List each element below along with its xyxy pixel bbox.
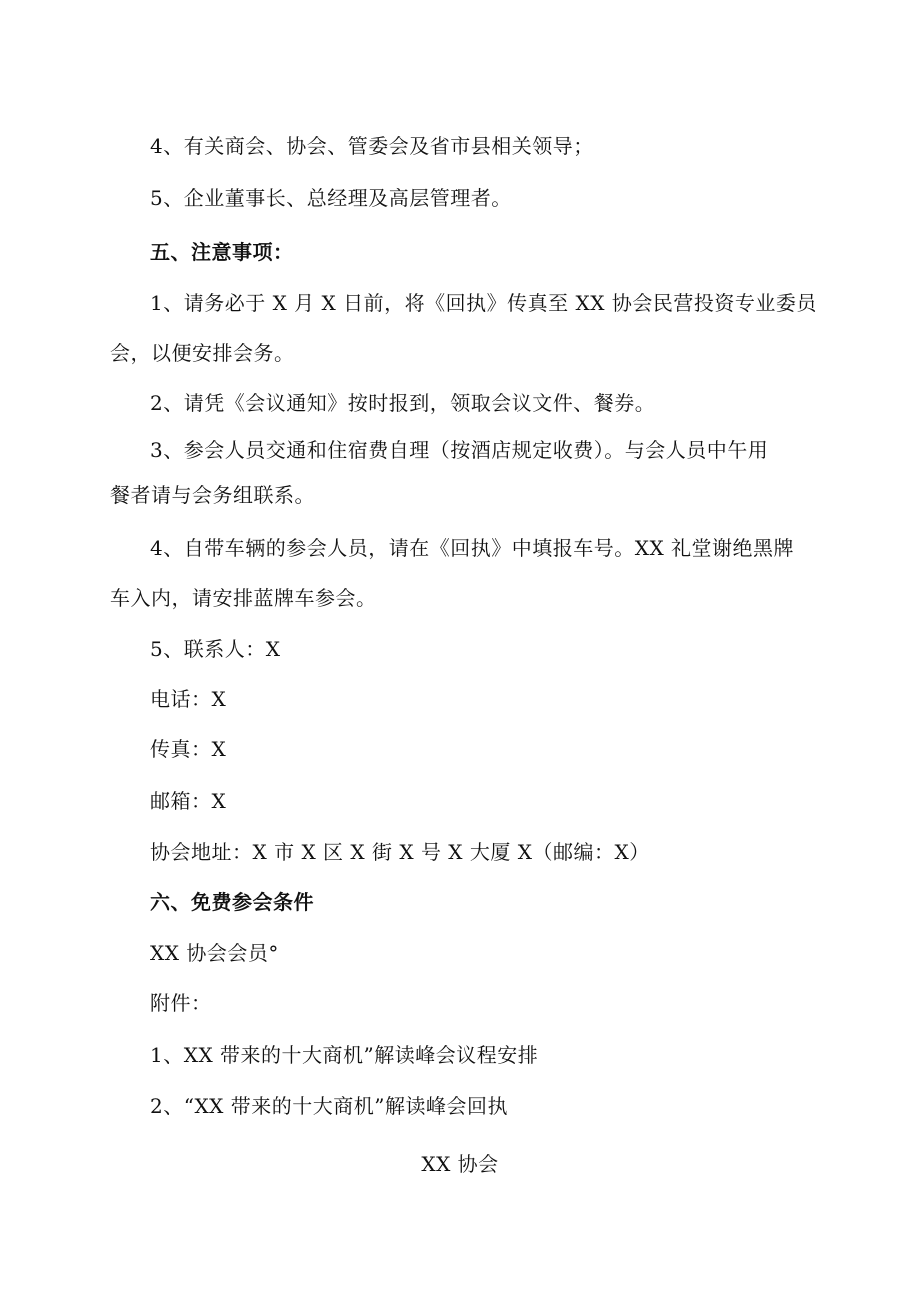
note-1-line-2: 会，以便安排会务。 <box>110 341 295 365</box>
note-3-line-2: 餐者请与会务组联系。 <box>110 483 315 507</box>
section-heading-notes: 五、注意事项： <box>150 240 294 264</box>
association-address: 协会地址：X 市 X 区 X 街 X 号 X 大厦 X（邮编：X） <box>150 840 650 864</box>
note-3-line-1: 3、参会人员交通和住宿费自理（按酒店规定收费）。与会人员中午用 <box>150 438 769 462</box>
contact-person: 5、联系人：X <box>150 637 281 661</box>
note-1-line-1: 1、请务必于 X 月 X 日前，将《回执》传真至 XX 协会民营投资专业委员 <box>150 291 817 315</box>
section-heading-free-attendance: 六、免费参会条件 <box>150 890 314 914</box>
attachment-1: 1、XX 带来的十大商机”解读峰会议程安排 <box>150 1043 539 1067</box>
attachments-label: 附件： <box>150 991 212 1015</box>
note-2: 2、请凭《会议通知》按时报到，领取会议文件、餐券。 <box>150 391 656 415</box>
free-attendance-condition: XX 协会会员° <box>150 941 279 965</box>
attendee-item-4: 4、有关商会、协会、管委会及省市县相关领导； <box>150 134 594 158</box>
attachment-2: 2、“XX 带来的十大商机”解读峰会回执 <box>150 1094 509 1118</box>
contact-fax: 传真：X <box>150 737 227 761</box>
signature: XX 协会 <box>421 1152 499 1176</box>
note-4-line-1: 4、自带车辆的参会人员，请在《回执》中填报车号。XX 礼堂谢绝黑牌 <box>150 536 795 560</box>
contact-phone: 电话：X <box>150 687 227 711</box>
contact-email: 邮箱：X <box>150 789 227 813</box>
attendee-item-5: 5、企业董事长、总经理及高层管理者。 <box>150 186 512 210</box>
note-4-line-2: 车入内，请安排蓝牌车参会。 <box>110 586 377 610</box>
